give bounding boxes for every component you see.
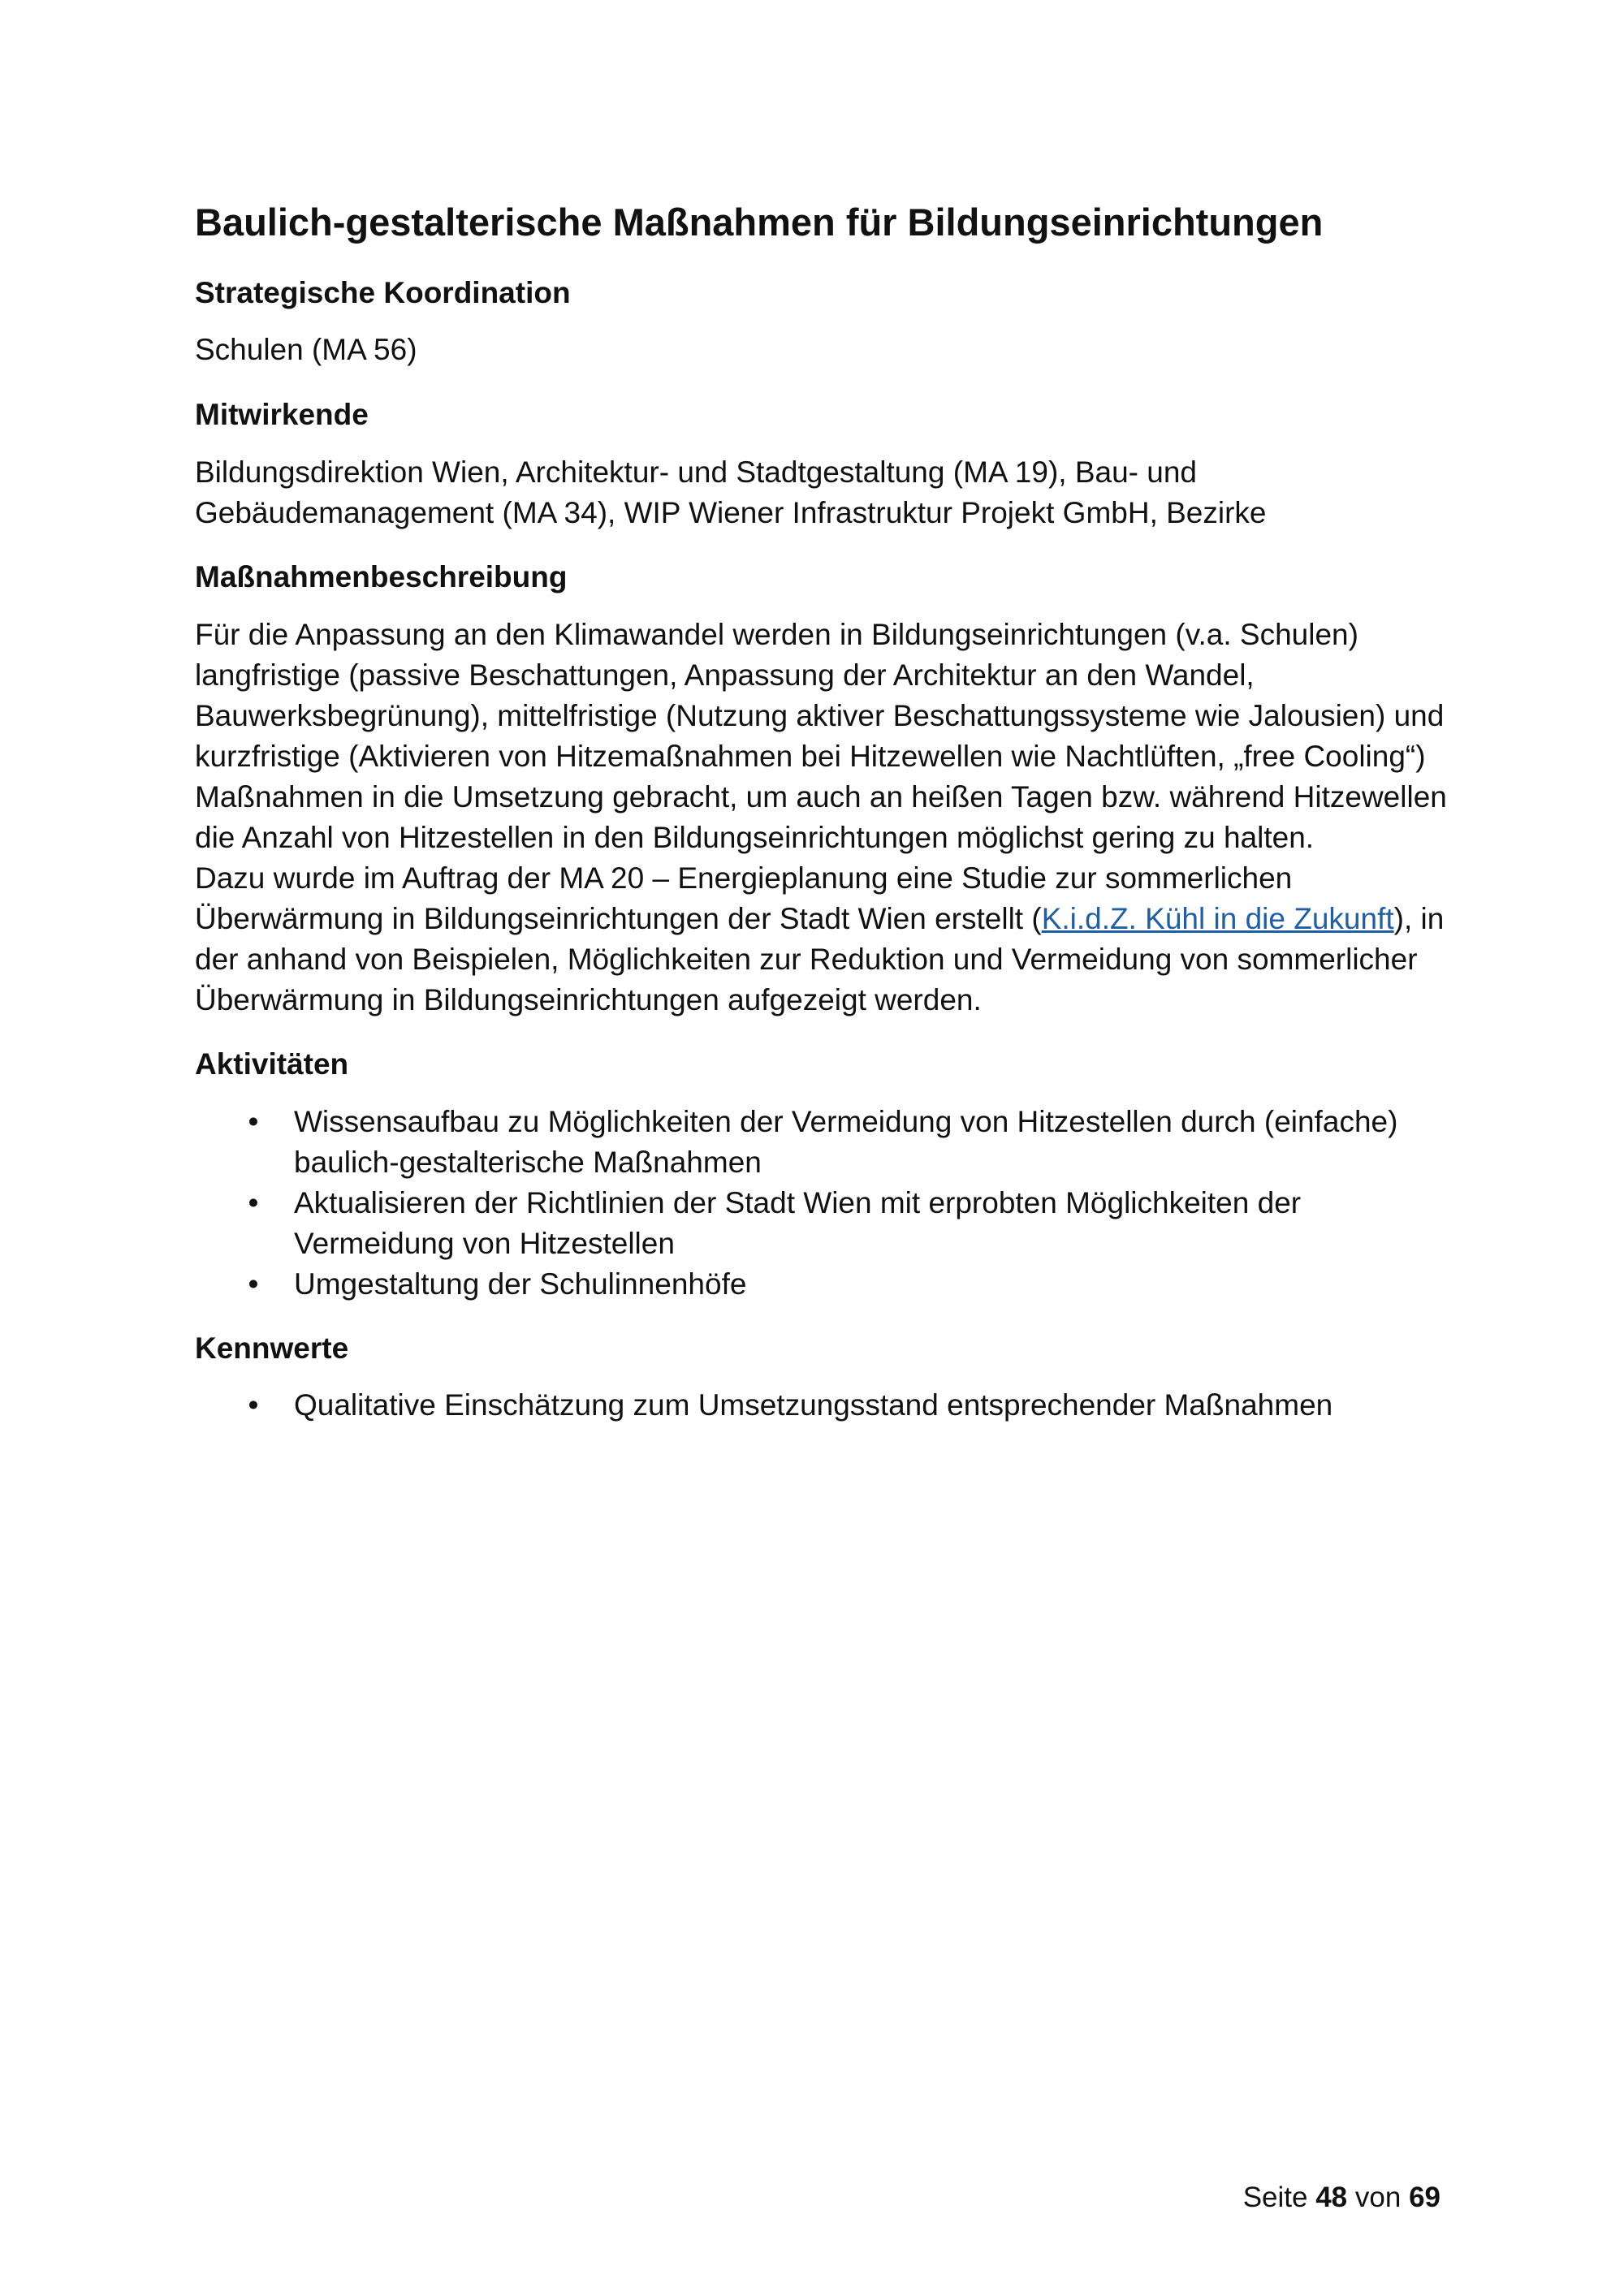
beschreibung-line: Überwärmung in Bildungseinrichtungen aufgezeigt werden. bbox=[195, 983, 982, 1016]
list-item-line: Umgestaltung der Schulinnenhöfe bbox=[294, 1267, 747, 1301]
heading-massnahmenbeschreibung: Maßnahmenbeschreibung bbox=[195, 560, 568, 593]
heading-strategische-koordination: Strategische Koordination bbox=[195, 276, 571, 309]
list-item bbox=[195, 1264, 1397, 1305]
list-item-line: Qualitative Einschätzung zum Umsetzungsstand entsprechender Maßnahmen bbox=[294, 1388, 1333, 1422]
page-number-footer bbox=[1243, 2177, 1440, 2218]
footer-separator: von bbox=[1354, 2182, 1402, 2213]
footer-current-page: 48 bbox=[1315, 2182, 1348, 2213]
heading-mitwirkende: Mitwirkende bbox=[195, 398, 369, 431]
page-title: Baulich-gestalterische Maßnahmen für Bildungseinrichtungen bbox=[195, 201, 1324, 244]
document-page bbox=[195, 0, 1445, 2296]
mitwirkende-line: Bildungsdirektion Wien, Architektur- und Stadtgestaltung (MA 19), Bau- und bbox=[195, 455, 1198, 489]
koordination-text bbox=[195, 330, 1462, 370]
list-item bbox=[195, 1385, 1332, 1426]
beschreibung-link-line bbox=[195, 899, 1462, 939]
list-item-line: Wissensaufbau zu Möglichkeiten der Vermeidung von Hitzestellen durch (einfache) bbox=[294, 1105, 1398, 1138]
koordination-line: Schulen (MA 56) bbox=[195, 333, 417, 366]
bullet-icon: • bbox=[248, 1267, 259, 1301]
beschreibung-line: Dazu wurde im Auftrag der MA 20 – Energieplanung eine Studie zur sommerlichen bbox=[195, 861, 1293, 895]
beschreibung-line: der anhand von Beispielen, Möglichkeiten zur Reduktion und Vermeidung von sommerlicher bbox=[195, 943, 1418, 976]
mitwirkende-text bbox=[195, 452, 1462, 533]
list-item-line: Vermeidung von Hitzestellen bbox=[294, 1227, 675, 1260]
bullet-icon: • bbox=[248, 1105, 259, 1138]
list-item-line: baulich-gestalterische Maßnahmen bbox=[294, 1146, 762, 1179]
list-item-line: Aktualisieren der Richtlinien der Stadt Wien mit erprobten Möglichkeiten der bbox=[294, 1186, 1302, 1219]
beschreibung-line: kurzfristige (Aktivieren von Hitzemaßnahmen bei Hitzewellen wie Nachtlüften, „free Cooling“) bbox=[195, 740, 1426, 773]
link-line-after: ), in bbox=[1393, 902, 1445, 935]
footer-total-pages: 69 bbox=[1409, 2182, 1440, 2213]
bullet-icon: • bbox=[248, 1388, 259, 1422]
beschreibung-line: langfristige (passive Beschattungen, Anpassung der Architektur an den Wandel, bbox=[195, 658, 1255, 692]
kidz-study-link[interactable]: K.i.d.Z. Kühl in die Zukunft bbox=[1041, 902, 1394, 935]
beschreibung-text bbox=[195, 615, 1462, 1021]
link-line-before: Überwärmung in Bildungseinrichtungen der Stadt Wien erstellt ( bbox=[195, 902, 1042, 935]
list-item bbox=[195, 1183, 1397, 1264]
beschreibung-line: Bauwerksbegrünung), mittelfristige (Nutzung aktiver Beschattungssysteme wie Jalousien) und bbox=[195, 699, 1445, 732]
list-item bbox=[195, 1102, 1397, 1183]
footer-prefix: Seite bbox=[1242, 2182, 1308, 2213]
kennwerte-list bbox=[195, 1385, 1332, 1426]
heading-aktivitaeten: Aktivitäten bbox=[195, 1047, 349, 1081]
aktivitaeten-list bbox=[195, 1102, 1397, 1305]
heading-kennwerte: Kennwerte bbox=[195, 1331, 349, 1365]
beschreibung-line: Maßnahmen in die Umsetzung gebracht, um auch an heißen Tagen bzw. während Hitzewellen bbox=[195, 780, 1447, 814]
beschreibung-line: Für die Anpassung an den Klimawandel werden in Bildungseinrichtungen (v.a. Schulen) bbox=[195, 618, 1358, 651]
beschreibung-line: die Anzahl von Hitzestellen in den Bildungseinrichtungen möglichst gering zu halten. bbox=[195, 821, 1315, 854]
bullet-icon: • bbox=[248, 1186, 259, 1219]
mitwirkende-line: Gebäudemanagement (MA 34), WIP Wiener Infrastruktur Projekt GmbH, Bezirke bbox=[195, 496, 1267, 529]
